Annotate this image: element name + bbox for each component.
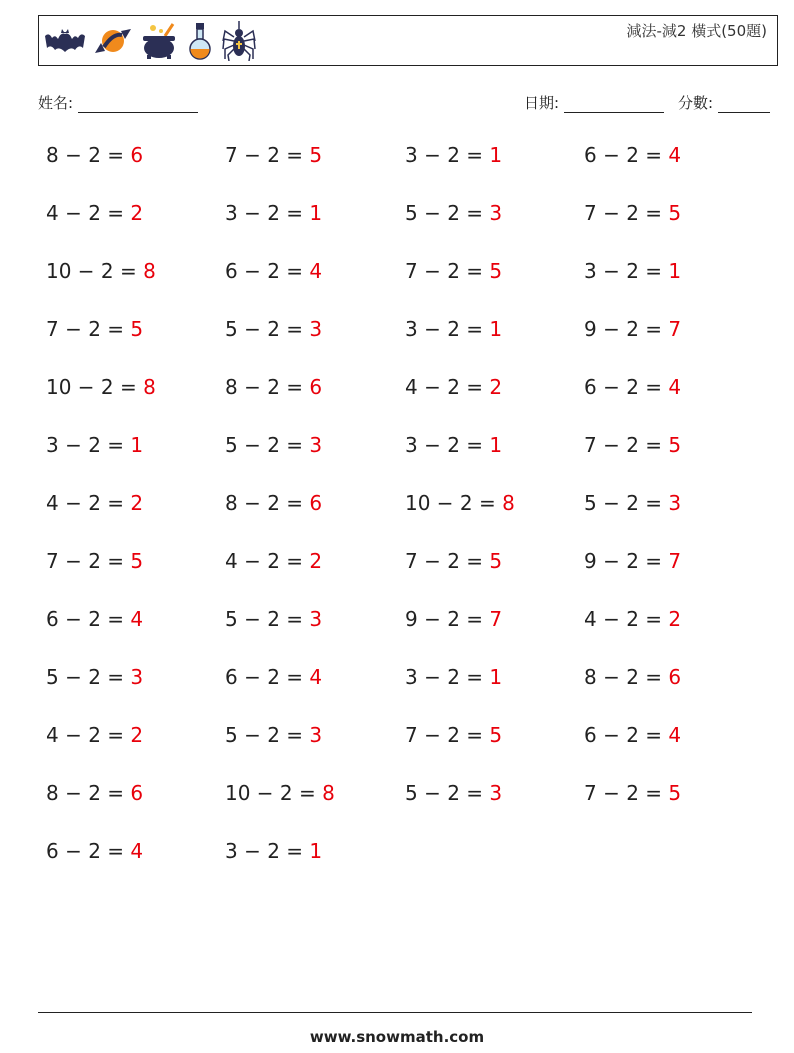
name-label: 姓名: [38,94,74,112]
problem-question: 7 − 2 = [405,259,484,283]
problem-item [46,723,143,747]
problem-answer: 4 [668,143,682,167]
problem-answer: 3 [668,491,682,515]
problem-answer: 6 [309,375,323,399]
problem-question: 5 − 2 = [46,665,125,689]
problem-item [225,665,322,689]
problem-question: 3 − 2 = [405,317,484,341]
problem-question: 7 − 2 = [46,549,125,573]
problem-question: 7 − 2 = [584,201,663,225]
problem-item [46,375,156,399]
problem-question: 5 − 2 = [225,723,304,747]
problem-answer: 1 [489,433,503,457]
problem-question: 6 − 2 = [584,375,663,399]
name-line[interactable] [78,96,198,113]
potion-icon [185,21,215,61]
problem-item [584,317,681,341]
problem-question: 4 − 2 = [46,491,125,515]
problem-answer: 8 [322,781,335,805]
problem-item [584,375,681,399]
problem-answer: 2 [130,723,144,747]
problem-item [225,259,322,283]
spider-icon [221,21,257,61]
problem-item [584,723,681,747]
problem-question: 7 − 2 = [584,781,663,805]
problem-answer: 5 [668,433,682,457]
problem-question: 6 − 2 = [584,723,663,747]
score-line[interactable] [718,96,770,113]
problem-item [46,781,143,805]
problem-answer: 8 [143,375,156,399]
problem-item [46,491,143,515]
problem-answer: 3 [309,317,323,341]
problem-item [405,259,502,283]
problem-answer: 6 [668,665,682,689]
problem-question: 4 − 2 = [584,607,663,631]
problem-answer: 3 [489,781,503,805]
problem-answer: 1 [489,665,503,689]
problem-answer: 8 [502,491,515,515]
problem-item [225,317,322,341]
cauldron-icon [139,22,179,60]
problem-item [405,665,502,689]
problem-answer: 4 [668,723,682,747]
problem-answer: 2 [668,607,682,631]
problem-item [46,143,143,167]
problem-answer: 5 [668,781,682,805]
problem-item [584,549,681,573]
problem-answer: 1 [130,433,144,457]
problem-item [584,259,681,283]
problem-item [46,317,143,341]
problem-question: 7 − 2 = [46,317,125,341]
score-field[interactable] [678,92,770,113]
problem-question: 6 − 2 = [225,665,304,689]
problem-answer: 3 [489,201,503,225]
problem-item [405,375,502,399]
problem-question: 5 − 2 = [225,317,304,341]
problem-question: 4 − 2 = [46,201,125,225]
problem-answer: 4 [668,375,682,399]
problem-item [584,665,681,689]
problem-question: 5 − 2 = [225,433,304,457]
problem-answer: 4 [309,665,323,689]
problem-answer: 7 [668,317,682,341]
problem-answer: 5 [489,723,503,747]
name-field[interactable] [38,92,198,113]
problem-item [405,433,502,457]
problem-question: 7 − 2 = [405,723,484,747]
problem-question: 9 − 2 = [405,607,484,631]
problem-question: 8 − 2 = [584,665,663,689]
problem-question: 10 − 2 = [46,375,137,399]
date-field[interactable] [524,92,664,113]
problem-item [584,143,681,167]
problem-question: 5 − 2 = [405,781,484,805]
problem-item [225,781,335,805]
problem-answer: 3 [130,665,144,689]
problem-item [46,201,143,225]
problem-question: 9 − 2 = [584,317,663,341]
problem-question: 3 − 2 = [405,143,484,167]
problem-item [225,433,322,457]
problem-answer: 6 [130,143,144,167]
problem-item [584,433,681,457]
problem-item [584,607,681,631]
problem-question: 3 − 2 = [225,201,304,225]
problem-item [225,491,322,515]
problem-item [46,839,143,863]
problem-question: 9 − 2 = [584,549,663,573]
date-label: 日期: [524,94,560,112]
problem-question: 8 − 2 = [46,781,125,805]
problem-item [225,143,322,167]
date-line[interactable] [564,96,664,113]
problem-item [46,665,143,689]
problem-item [584,491,681,515]
problem-answer: 5 [489,259,503,283]
problem-answer: 6 [130,781,144,805]
footer-url: www.snowmath.com [309,1028,485,1046]
problem-item [225,839,322,863]
problem-answer: 5 [130,317,144,341]
score-label: 分數: [678,94,714,112]
problem-question: 10 − 2 = [46,259,137,283]
problem-answer: 5 [130,549,144,573]
problem-question: 8 − 2 = [225,491,304,515]
problem-answer: 3 [309,433,323,457]
problem-question: 5 − 2 = [405,201,484,225]
problem-question: 6 − 2 = [584,143,663,167]
problem-answer: 4 [309,259,323,283]
problem-answer: 2 [309,549,323,573]
problem-question: 3 − 2 = [584,259,663,283]
problem-answer: 4 [130,839,144,863]
problem-question: 6 − 2 = [225,259,304,283]
problem-question: 4 − 2 = [405,375,484,399]
problem-answer: 7 [668,549,682,573]
problem-item [405,781,502,805]
problem-question: 10 − 2 = [405,491,496,515]
problem-answer: 3 [309,723,323,747]
bat-icon [43,26,87,56]
problem-item [46,607,143,631]
problem-question: 5 − 2 = [225,607,304,631]
problem-item [405,201,502,225]
problem-item [225,549,322,573]
problem-item [405,723,502,747]
problem-answer: 5 [668,201,682,225]
problem-question: 7 − 2 = [405,549,484,573]
problem-answer: 2 [489,375,503,399]
problem-item [405,491,515,515]
problem-answer: 7 [489,607,503,631]
problem-question: 4 − 2 = [46,723,125,747]
icon-strip [43,20,257,62]
problem-question: 3 − 2 = [225,839,304,863]
candy-icon [93,23,133,59]
problem-answer: 2 [130,201,144,225]
problem-item [225,375,322,399]
problem-answer: 1 [309,839,323,863]
problem-question: 5 − 2 = [584,491,663,515]
problem-item [405,549,502,573]
problem-item [584,781,681,805]
problem-question: 7 − 2 = [584,433,663,457]
problem-item [46,259,156,283]
problem-answer: 8 [143,259,156,283]
problem-question: 3 − 2 = [405,665,484,689]
problem-question: 3 − 2 = [405,433,484,457]
problem-item [225,607,322,631]
problem-answer: 1 [489,143,503,167]
problem-item [405,317,502,341]
problem-item [225,723,322,747]
problem-item [46,433,143,457]
problem-answer: 5 [309,143,323,167]
problem-item [584,201,681,225]
problem-item [405,143,502,167]
problem-answer: 3 [309,607,323,631]
problem-answer: 5 [489,549,503,573]
worksheet-title: 減法-減2 橫式(50題) [626,22,767,40]
worksheet-header [38,15,778,66]
problem-answer: 2 [130,491,144,515]
problem-question: 8 − 2 = [225,375,304,399]
problem-question: 7 − 2 = [225,143,304,167]
problem-item [46,549,143,573]
problem-question: 8 − 2 = [46,143,125,167]
problem-answer: 6 [309,491,323,515]
footer-divider [38,1012,752,1013]
problem-answer: 4 [130,607,144,631]
problem-item [225,201,322,225]
problem-answer: 1 [668,259,682,283]
problem-question: 10 − 2 = [225,781,316,805]
problem-question: 6 − 2 = [46,607,125,631]
problem-question: 6 − 2 = [46,839,125,863]
problem-answer: 1 [489,317,503,341]
problem-answer: 1 [309,201,323,225]
problem-item [405,607,502,631]
problem-question: 4 − 2 = [225,549,304,573]
problem-question: 3 − 2 = [46,433,125,457]
